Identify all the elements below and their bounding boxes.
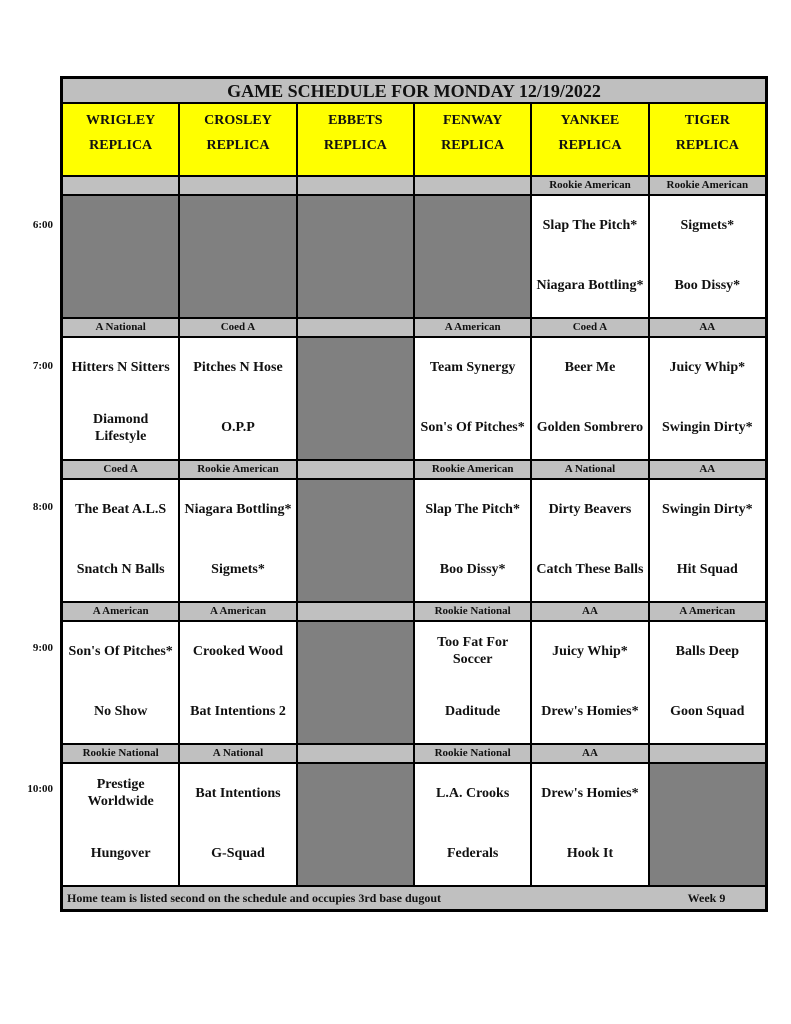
venue-header-crosley — [180, 104, 297, 175]
week-label: Week 9 — [687, 890, 726, 905]
league-row — [63, 177, 765, 196]
league-cell — [298, 461, 415, 478]
game-cell — [650, 622, 765, 743]
league-cell — [298, 177, 415, 194]
away-team: Beer Me — [564, 359, 616, 375]
league-cell: Rookie American — [180, 461, 297, 478]
empty-game-cell — [180, 196, 297, 317]
game-cell — [532, 622, 649, 743]
league-cell: Rookie American — [650, 177, 765, 194]
away-team: Team Synergy — [429, 359, 516, 375]
away-team: Swingin Dirty* — [661, 501, 753, 517]
empty-game-cell — [298, 338, 415, 459]
league-cell: A American — [650, 603, 765, 620]
time-label: 10:00 — [27, 783, 53, 795]
away-team: Son's Of Pitches* — [68, 643, 173, 659]
league-cell: A National — [180, 745, 297, 762]
league-cell: Rookie American — [415, 461, 532, 478]
home-team: No Show — [94, 704, 148, 720]
away-team: Prestige Worldwide — [87, 777, 154, 810]
league-cell: A American — [180, 603, 297, 620]
game-cell — [532, 480, 649, 601]
league-row — [63, 745, 765, 764]
game-cell — [180, 338, 297, 459]
league-cell: A American — [415, 319, 532, 336]
venue-sub: REPLICA — [323, 138, 387, 153]
home-team: Swingin Dirty* — [661, 420, 753, 436]
home-team: Son's Of Pitches* — [420, 420, 525, 436]
home-team: Boo Dissy* — [439, 562, 506, 578]
venue-sub: REPLICA — [675, 138, 739, 153]
page-title: GAME SCHEDULE FOR MONDAY 12/19/2022 — [63, 79, 765, 104]
venue-header-row — [63, 104, 765, 177]
home-team: Federals — [446, 846, 499, 862]
away-team: Bat Intentions — [195, 785, 281, 801]
league-row — [63, 603, 765, 622]
venue-name: WRIGLEY — [86, 113, 156, 128]
home-team: Sigmets* — [211, 562, 265, 578]
game-cell — [415, 622, 532, 743]
game-cell — [180, 764, 297, 885]
away-team: Slap The Pitch* — [425, 501, 520, 517]
venue-name: YANKEE — [560, 113, 620, 128]
game-cell — [63, 338, 180, 459]
league-cell: Coed A — [180, 319, 297, 336]
venue-name: FENWAY — [442, 113, 503, 128]
home-team-note: Home team is listed second on the schedule and occupies 3rd base dugout — [67, 890, 442, 905]
away-team: Slap The Pitch* — [542, 217, 638, 233]
game-row — [63, 480, 765, 603]
away-team: Juicy Whip* — [669, 359, 746, 375]
game-cell — [415, 764, 532, 885]
away-team: Dirty Beavers — [548, 501, 632, 517]
league-row — [63, 461, 765, 480]
venue-header-tiger — [650, 104, 765, 175]
away-team: Sigmets* — [680, 217, 735, 233]
away-team: Pitches N Hose — [193, 359, 283, 375]
venue-name: EBBETS — [328, 113, 383, 128]
league-row — [63, 319, 765, 338]
empty-game-cell — [298, 622, 415, 743]
game-cell — [650, 338, 765, 459]
venue-header-yankee — [532, 104, 649, 175]
league-cell: AA — [650, 461, 765, 478]
home-team: Drew's Homies* — [541, 704, 639, 720]
game-cell — [63, 622, 180, 743]
league-cell: Coed A — [532, 319, 649, 336]
away-team: The Beat A.L.S — [75, 501, 167, 517]
game-row — [63, 196, 765, 319]
league-cell — [298, 603, 415, 620]
venue-sub: REPLICA — [441, 138, 505, 153]
league-cell — [298, 745, 415, 762]
game-cell — [180, 480, 297, 601]
game-cell — [180, 622, 297, 743]
game-cell — [63, 480, 180, 601]
home-team: Hit Squad — [676, 562, 738, 578]
game-cell — [650, 480, 765, 601]
game-cell — [415, 480, 532, 601]
footer-row — [63, 887, 765, 909]
home-team: Golden Sombrero — [536, 420, 644, 436]
league-cell — [650, 745, 765, 762]
venue-name: TIGER — [684, 113, 730, 128]
venue-sub: REPLICA — [558, 138, 622, 153]
home-team: Daditude — [445, 704, 501, 720]
league-cell — [415, 177, 532, 194]
league-cell — [298, 319, 415, 336]
venue-sub: REPLICA — [89, 138, 153, 153]
home-team: Bat Intentions 2 — [190, 704, 286, 720]
schedule-table — [60, 76, 768, 912]
home-team: Diamond Lifestyle — [93, 411, 149, 444]
time-label: 6:00 — [32, 219, 53, 231]
home-team: Snatch N Balls — [76, 562, 165, 578]
away-team: Too Fat For Soccer — [437, 635, 509, 668]
away-team: Niagara Bottling* — [184, 501, 292, 517]
league-cell: Rookie National — [63, 745, 180, 762]
game-row — [63, 338, 765, 461]
home-team: Niagara Bottling* — [536, 278, 644, 294]
home-team: Hook It — [566, 846, 614, 862]
game-cell — [532, 764, 649, 885]
away-team: Balls Deep — [675, 643, 739, 659]
home-team: Hungover — [90, 846, 151, 862]
away-team: Crooked Wood — [192, 643, 284, 659]
venue-name: CROSLEY — [204, 113, 272, 128]
league-cell: Coed A — [63, 461, 180, 478]
venue-header-wrigley — [63, 104, 180, 175]
away-team: Juicy Whip* — [552, 643, 628, 659]
venue-header-fenway — [415, 104, 532, 175]
time-label: 8:00 — [32, 501, 53, 513]
venue-header-ebbets — [298, 104, 415, 175]
away-team: L.A. Crooks — [436, 785, 510, 801]
game-cell — [532, 338, 649, 459]
league-cell: A American — [63, 603, 180, 620]
game-row — [63, 622, 765, 745]
league-cell — [180, 177, 297, 194]
empty-game-cell — [415, 196, 532, 317]
empty-game-cell — [298, 764, 415, 885]
away-team: Drew's Homies* — [541, 785, 639, 801]
game-cell — [650, 196, 765, 317]
league-cell: Rookie National — [415, 603, 532, 620]
empty-game-cell — [298, 196, 415, 317]
league-cell: A National — [532, 461, 649, 478]
league-cell: AA — [532, 745, 649, 762]
league-cell — [63, 177, 180, 194]
league-cell: AA — [532, 603, 649, 620]
home-team: Catch These Balls — [536, 562, 644, 578]
game-row — [63, 764, 765, 887]
game-cell — [63, 764, 180, 885]
league-cell: AA — [650, 319, 765, 336]
game-cell — [415, 338, 532, 459]
empty-game-cell — [298, 480, 415, 601]
empty-game-cell — [650, 764, 765, 885]
home-team: Boo Dissy* — [674, 278, 741, 294]
time-label: 9:00 — [32, 642, 53, 654]
time-label: 7:00 — [32, 360, 53, 372]
league-cell: Rookie National — [415, 745, 532, 762]
league-cell: Rookie American — [532, 177, 649, 194]
empty-game-cell — [63, 196, 180, 317]
away-team: Hitters N Sitters — [71, 359, 170, 375]
home-team: Goon Squad — [670, 704, 745, 720]
venue-sub: REPLICA — [206, 138, 270, 153]
game-cell — [532, 196, 649, 317]
home-team: O.P.P — [221, 420, 255, 436]
home-team: G-Squad — [211, 846, 265, 862]
league-cell: A National — [63, 319, 180, 336]
